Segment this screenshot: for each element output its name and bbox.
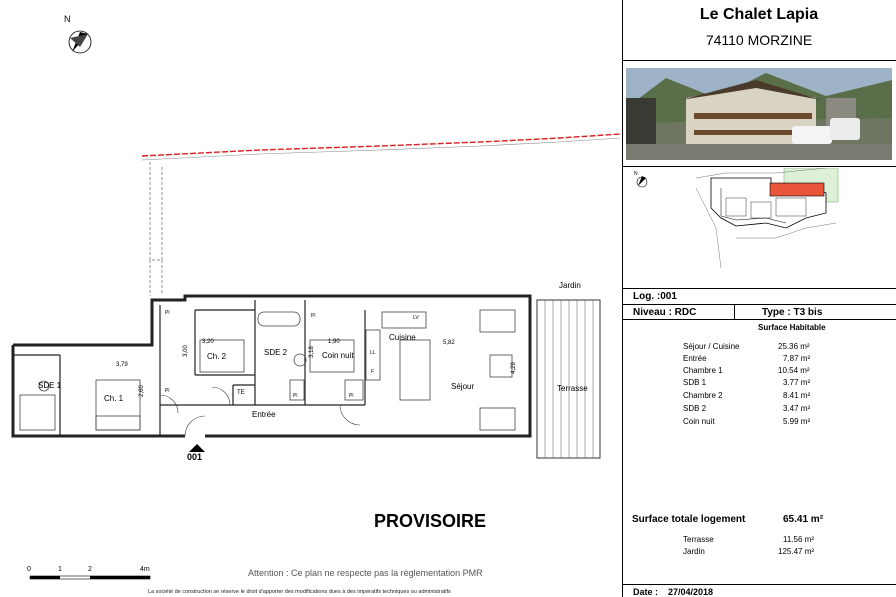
dim-label: 5,82 xyxy=(443,340,455,346)
exterior-area: 125.47 m² xyxy=(778,547,815,556)
room-name: Coin nuit xyxy=(683,417,715,426)
building-photo xyxy=(626,68,892,160)
dim-label: 3,18 xyxy=(308,346,315,358)
room-area: 5.99 m² xyxy=(783,417,811,426)
fixture-label: LL xyxy=(370,350,376,356)
lot-marker-icon xyxy=(189,444,205,452)
north-label: N xyxy=(64,14,71,24)
room-label-ch2: Ch. 2 xyxy=(207,352,227,361)
fixture-label: Pl xyxy=(165,388,170,394)
fixture-label: Pl xyxy=(165,310,170,316)
room-name: SDB 2 xyxy=(683,404,707,413)
date-value: 27/04/2018 xyxy=(668,587,714,597)
site-plan-thumbnail xyxy=(626,168,892,280)
exterior-area: 11.56 m² xyxy=(783,535,814,544)
room-name: Chambre 1 xyxy=(683,366,723,375)
dim-label: 3,00 xyxy=(182,345,189,357)
type-label: Type : T3 bis xyxy=(762,307,823,318)
dim-label: 3,20 xyxy=(202,339,214,345)
date-label: Date : xyxy=(633,587,659,597)
room-area: 10.54 m² xyxy=(778,366,810,375)
fixture-label: TE xyxy=(237,390,245,396)
legal-disclaimer: La société de construction se réserve le droit d'apporter des modifications dues à des impératifs techniques ou administratifs xyxy=(148,589,451,595)
room-label-jardin: Jardin xyxy=(559,281,581,290)
fixture-label: Pl xyxy=(349,393,354,399)
room-label-ch1: Ch. 1 xyxy=(104,394,124,403)
north-arrow-icon xyxy=(69,31,91,53)
dim-label: 3,79 xyxy=(116,362,128,368)
level-label: Niveau : RDC xyxy=(633,307,697,318)
exterior-name: Terrasse xyxy=(683,535,714,544)
room-name: Chambre 2 xyxy=(683,391,723,400)
room-label-cuisine: Cuisine xyxy=(389,333,416,342)
dim-label: 4,29 xyxy=(510,362,517,374)
fixture-label: Pl xyxy=(311,313,316,319)
project-address: 74110 MORZINE xyxy=(705,32,813,48)
fixture-label: F xyxy=(371,369,375,375)
scale-label: 4m xyxy=(140,566,150,573)
exterior-name: Jardin xyxy=(683,547,705,556)
north-arrow-small-icon xyxy=(637,176,647,187)
north-label-small: N xyxy=(634,171,638,177)
total-surface-label: Surface totale logement xyxy=(632,514,746,525)
dim-label: 2,60 xyxy=(138,385,145,397)
scale-bar xyxy=(30,576,150,579)
fixture-label: LV xyxy=(413,315,419,321)
project-name: Le Chalet Lapia xyxy=(699,6,819,23)
surface-header: Surface Habitable xyxy=(758,323,826,332)
room-area: 8.41 m² xyxy=(783,391,811,400)
room-label-entree: Entrée xyxy=(252,410,276,419)
total-surface-value: 65.41 m² xyxy=(783,514,824,525)
room-area: 3.77 m² xyxy=(783,378,811,387)
room-label-sde1: SDE 1 xyxy=(38,381,62,390)
room-name: Entrée xyxy=(683,354,707,363)
pmr-notice: Attention : Ce plan ne respecte pas la règlementation PMR xyxy=(248,568,483,578)
room-label-terrasse: Terrasse xyxy=(557,384,588,393)
room-area: 3.47 m² xyxy=(783,404,811,413)
scale-label: 1 xyxy=(58,566,62,573)
room-label-sde2: SDE 2 xyxy=(264,348,288,357)
garden-wall xyxy=(150,162,162,296)
terrace-deck xyxy=(537,300,600,458)
property-boundary xyxy=(142,134,620,156)
room-name: SDB 1 xyxy=(683,378,707,387)
provisional-stamp: PROVISOIRE xyxy=(374,511,487,531)
scale-label: 0 xyxy=(27,566,31,573)
lot-marker-label: 001 xyxy=(187,452,203,462)
lot-number: Log. :001 xyxy=(633,291,677,302)
room-label-coin-nuit: Coin nuit xyxy=(322,351,354,360)
scale-label: 2 xyxy=(88,566,92,573)
dim-label: 1,90 xyxy=(328,339,340,345)
room-name: Séjour / Cuisine xyxy=(683,342,740,351)
room-area: 7.87 m² xyxy=(783,354,811,363)
room-area: 25.36 m² xyxy=(778,342,810,351)
room-label-sejour: Séjour xyxy=(451,382,475,391)
fixture-label: Pl xyxy=(293,393,298,399)
